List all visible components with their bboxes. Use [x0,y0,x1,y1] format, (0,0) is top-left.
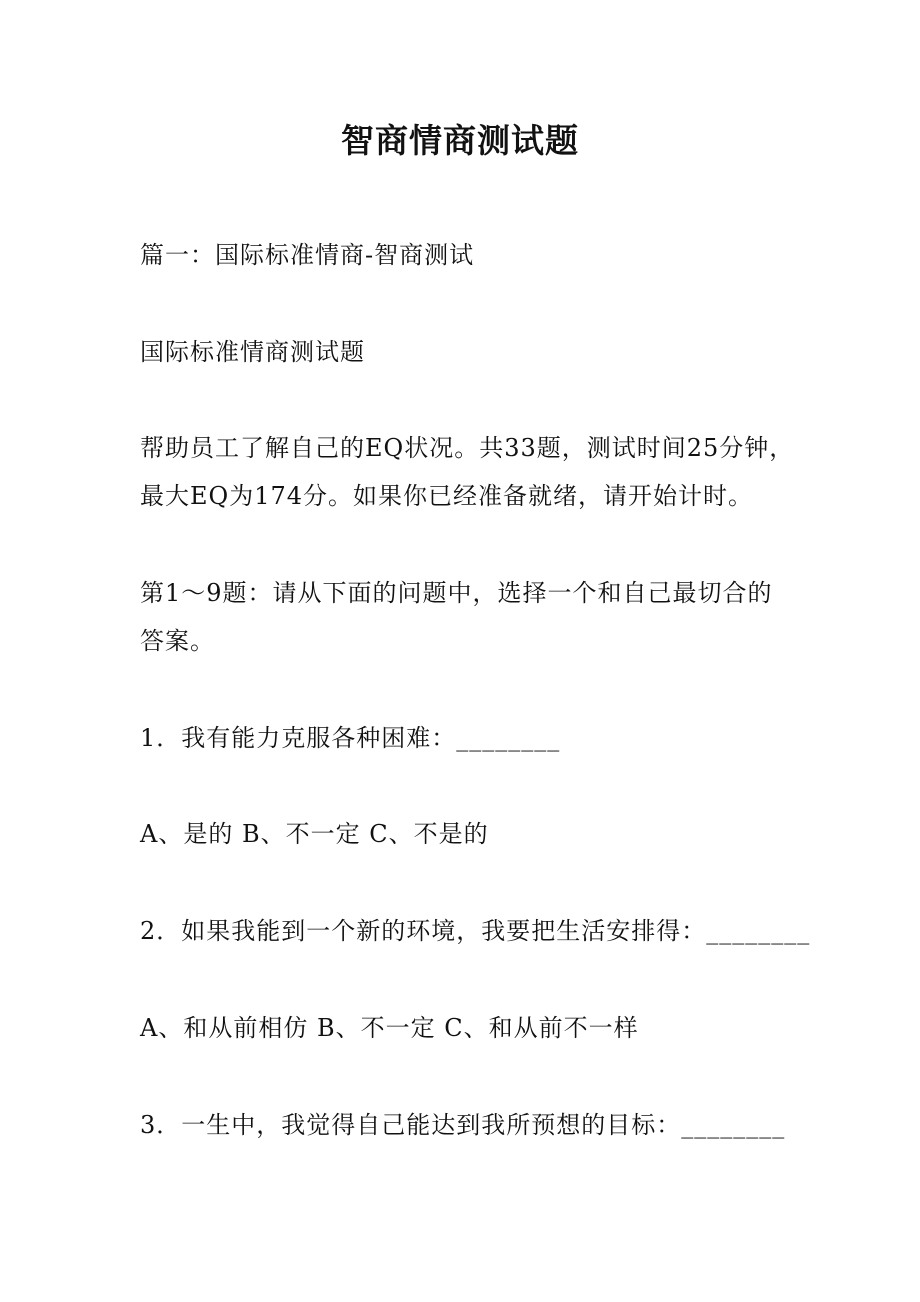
instructions-line-1: 第1～9题：请从下面的问题中，选择一个和自己最切合的 [140,579,773,607]
intro-paragraph [140,424,800,520]
question-1-options: A、是的 B、不一定 C、不是的 [140,820,489,848]
question-2-options: A、和从前相仿 B、不一定 C、和从前不一样 [140,1014,639,1042]
section-heading: 篇一：国际标准情商-智商测试 [140,241,475,269]
question-1: 1．我有能力克服各种困难：________ [140,724,561,752]
document-title: 智商情商测试题 [341,121,579,160]
question-2: 2．如果我能到一个新的环境，我要把生活安排得：________ [140,917,811,945]
instructions-line-2: 答案。 [140,627,215,655]
intro-line-1: 帮助员工了解自己的EQ状况。共33题，测试时间25分钟， [140,434,795,462]
subtitle: 国际标准情商测试题 [140,338,365,366]
instructions-paragraph [140,569,800,665]
intro-line-2: 最大EQ为174分。如果你已经准备就绪，请开始计时。 [140,482,754,510]
question-3: 3．一生中，我觉得自己能达到我所预想的目标：________ [140,1111,786,1139]
